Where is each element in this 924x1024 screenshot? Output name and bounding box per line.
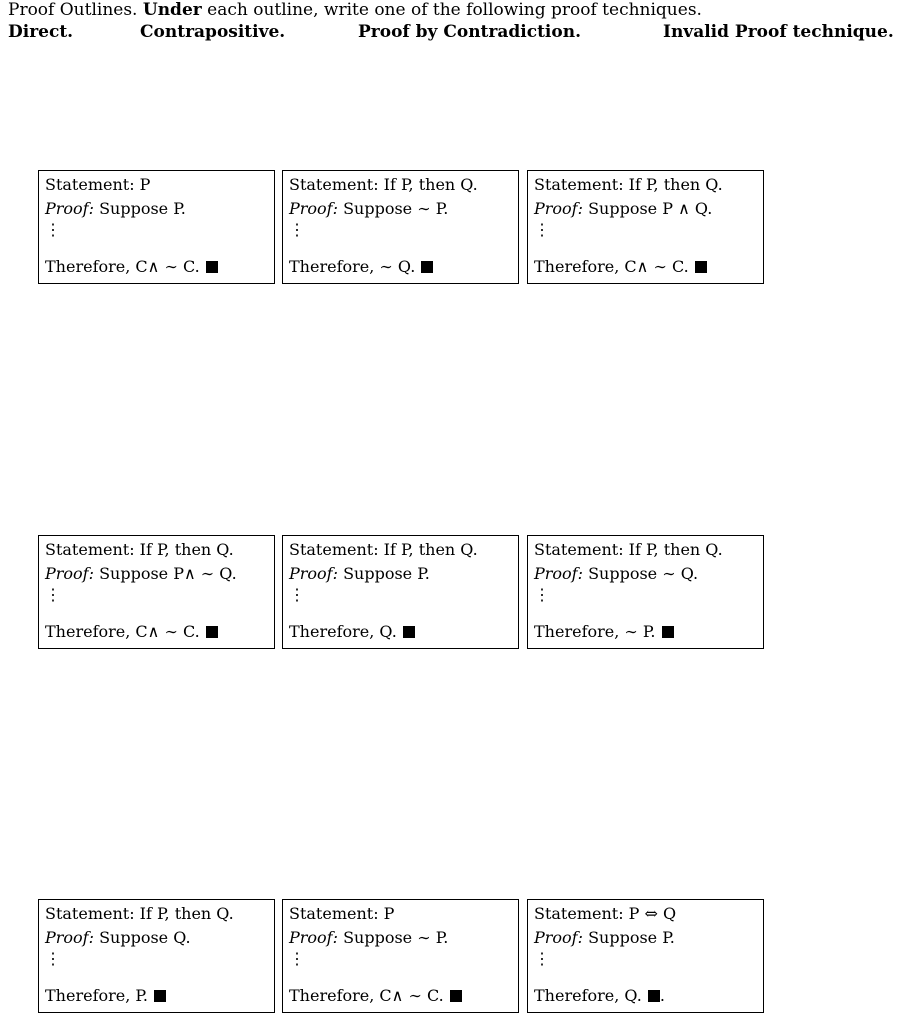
- vdots: ⋮: [534, 220, 550, 239]
- conclusion: Therefore, Q.: [289, 622, 397, 641]
- qed-square-icon: [450, 990, 462, 1002]
- vdots: ⋮: [45, 949, 61, 968]
- proof-text: Suppose P∧ ∼ Q.: [94, 564, 237, 583]
- proof-label: Proof:: [45, 564, 94, 583]
- vdots: ⋮: [289, 220, 305, 239]
- conclusion-line: [534, 620, 757, 644]
- vdots: ⋮: [289, 949, 305, 968]
- conclusion-line: [45, 620, 268, 644]
- conclusion: Therefore, Q.: [534, 986, 642, 1005]
- proof-label: Proof:: [534, 928, 583, 947]
- proof-line: [289, 926, 512, 950]
- statement: Statement: If P, then Q.: [45, 540, 234, 559]
- vdots: ⋮: [534, 585, 550, 604]
- qed-trailing: .: [659, 986, 665, 1005]
- qed-square-icon: [421, 261, 433, 273]
- qed-square-icon: [403, 626, 415, 638]
- instructions: [8, 0, 702, 20]
- proof-text: Suppose P.: [338, 564, 430, 583]
- proof-box-5: [282, 535, 519, 649]
- proof-box-1: [38, 170, 275, 284]
- technique-invalid: Invalid Proof technique.: [663, 22, 894, 42]
- proof-label: Proof:: [534, 199, 583, 218]
- conclusion: Therefore, C∧ ∼ C.: [45, 257, 200, 276]
- qed-square-icon: [695, 261, 707, 273]
- proof-line: [534, 197, 757, 221]
- proof-line: [289, 197, 512, 221]
- qed-square-icon: [648, 990, 660, 1002]
- proof-label: Proof:: [289, 928, 338, 947]
- technique-list: [8, 22, 908, 44]
- proof-label: Proof:: [45, 928, 94, 947]
- proof-label: Proof:: [289, 199, 338, 218]
- statement: Statement: P: [45, 175, 151, 194]
- proof-label: Proof:: [534, 564, 583, 583]
- conclusion-line: [289, 620, 512, 644]
- proof-line: [534, 562, 757, 586]
- vdots: ⋮: [289, 585, 305, 604]
- qed-square-icon: [206, 261, 218, 273]
- proof-line: [45, 926, 268, 950]
- conclusion: Therefore, C∧ ∼ C.: [289, 986, 444, 1005]
- proof-text: Suppose ∼ P.: [338, 199, 449, 218]
- conclusion: Therefore, C∧ ∼ C.: [534, 257, 689, 276]
- proof-box-2: [282, 170, 519, 284]
- statement: Statement: If P, then Q.: [534, 175, 723, 194]
- statement: Statement: If P, then Q.: [45, 904, 234, 923]
- qed-square-icon: [206, 626, 218, 638]
- proof-text: Suppose P.: [94, 199, 186, 218]
- proof-line: [534, 926, 757, 950]
- proof-line: [45, 197, 268, 221]
- instructions-prefix: Proof Outlines.: [8, 0, 143, 20]
- statement: Statement: P: [289, 904, 395, 923]
- qed-square-icon: [154, 990, 166, 1002]
- instructions-suffix: each outline, write one of the following proof techniques.: [201, 0, 702, 20]
- vdots: ⋮: [45, 220, 61, 239]
- proof-box-9: [527, 899, 764, 1013]
- proof-text: Suppose P ∧ Q.: [583, 199, 713, 218]
- proof-text: Suppose P.: [583, 928, 675, 947]
- statement: Statement: If P, then Q.: [289, 175, 478, 194]
- conclusion-line: [45, 984, 268, 1008]
- technique-contradiction: Proof by Contradiction.: [358, 22, 582, 42]
- statement: Statement: P ⇔ Q: [534, 904, 677, 923]
- proof-text: Suppose ∼ Q.: [583, 564, 699, 583]
- statement: Statement: If P, then Q.: [534, 540, 723, 559]
- conclusion-line: [289, 984, 512, 1008]
- conclusion-line: [289, 255, 512, 279]
- vdots: ⋮: [45, 585, 61, 604]
- conclusion-line: [534, 255, 757, 279]
- conclusion: Therefore, C∧ ∼ C.: [45, 622, 200, 641]
- technique-contrapositive: Contrapositive.: [140, 22, 286, 42]
- conclusion: Therefore, P.: [45, 986, 149, 1005]
- proof-box-4: [38, 535, 275, 649]
- proof-text: Suppose ∼ P.: [338, 928, 449, 947]
- proof-box-7: [38, 899, 275, 1013]
- proof-text: Suppose Q.: [94, 928, 191, 947]
- proof-label: Proof:: [289, 564, 338, 583]
- qed-square-icon: [662, 626, 674, 638]
- vdots: ⋮: [534, 949, 550, 968]
- proof-box-6: [527, 535, 764, 649]
- statement: Statement: If P, then Q.: [289, 540, 478, 559]
- instructions-bold: Under: [142, 0, 202, 20]
- proof-line: [45, 562, 268, 586]
- conclusion: Therefore, ∼ Q.: [289, 257, 416, 276]
- conclusion: Therefore, ∼ P.: [534, 622, 656, 641]
- conclusion-line: [45, 255, 268, 279]
- proof-box-8: [282, 899, 519, 1013]
- proof-box-3: [527, 170, 764, 284]
- technique-direct: Direct.: [8, 22, 74, 42]
- proof-label: Proof:: [45, 199, 94, 218]
- proof-line: [289, 562, 512, 586]
- conclusion-line: [534, 984, 757, 1008]
